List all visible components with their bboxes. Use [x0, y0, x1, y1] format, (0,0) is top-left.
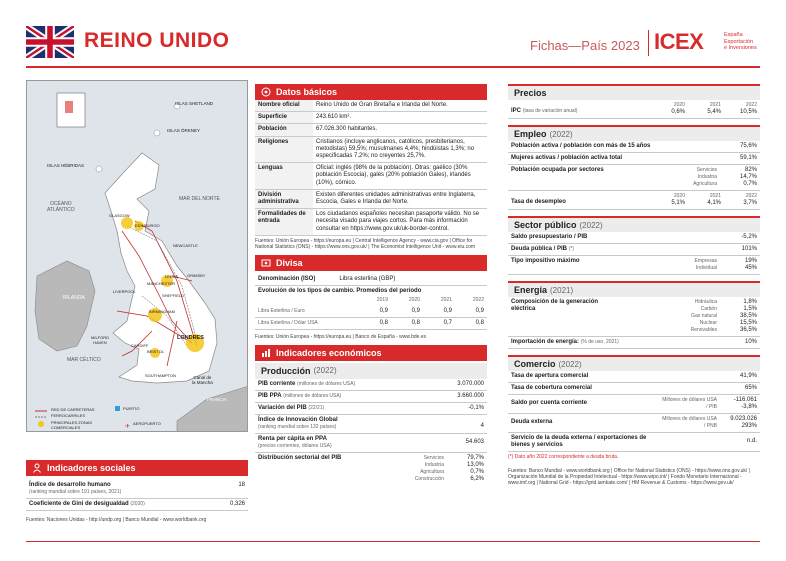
label-cardiff: CARDIFF	[131, 343, 149, 348]
label-ireland: IRLANDA	[63, 295, 85, 301]
info-icon	[261, 87, 271, 97]
label-liverpool: LIVERPOOL	[113, 289, 136, 294]
composicion-row: Composición de la generación eléctrica Hidráulica 1,8% Carbón 1,5% Gas natural 38,5% Nuclear 15,5% Renovables 36,5%	[508, 297, 760, 337]
energia-title: Energía (2021)	[508, 281, 760, 297]
var-pib-row: Variación del PIB (22/21) -0,1%	[255, 403, 487, 415]
social-title: Indicadores sociales	[26, 460, 248, 476]
mujeres-row: Mujeres activas / población activa total 59,1%	[508, 153, 760, 165]
label-ocean: OCÉANO ATLÁNTICO	[47, 201, 75, 213]
currency-icon	[261, 258, 271, 268]
exchange-row: Libra Esterlina / Euro 0,9 0,9 0,9 0,9	[255, 306, 487, 318]
precios-title: Precios	[508, 84, 760, 100]
uk-flag-icon	[26, 26, 74, 58]
label-orkney: ISLAS ÓRKNEY	[167, 128, 201, 133]
deuda-publica-row: Deuda pública / PIB (*) 101%	[508, 244, 760, 256]
ppa-row: PIB PPA (millones de dólares USA) 3.660.000	[255, 391, 487, 403]
label-london: LONDRES	[177, 335, 204, 341]
right-sources: Fuentes: Banco Mundial - www.worldbank.org | Office for National Statistics (ONS) - https://www.ons.gov.uk/ | Organización Mundial de la Propiedad Intelectual - https://www.wipo.int/ | Fondo Monetario Internacional - www.imf.org | National Grid - https://grid.iamkate.com/ | HM Revenue & Customs - https://www.gov.uk/	[508, 468, 750, 486]
basic-table	[255, 100, 487, 236]
exchange-row: Libra Esterlina / Dólar USA 0,8 0,8 0,7 0,8	[255, 318, 487, 330]
label-leeds: LEEDS	[165, 274, 179, 279]
basic-row: Formalidades de entrada Los ciudadanos españoles necesitan pasaporte válido. No se necesita visado para viajes cortos. Para más información consultar en https://www.gov.uk/uk-border-control.	[255, 209, 487, 236]
divisa-source: Fuentes: Unión Europea - https://europa.eu | Banco de España - www.bde.es	[255, 333, 427, 340]
map-graphic	[27, 81, 248, 432]
exchange-header: Evolución de los tipos de cambio. Promedios del periodo	[258, 287, 422, 294]
icex-subtitle: España Exportación e Inversiones	[724, 32, 757, 51]
label-glasgow: GLASGOW	[109, 213, 130, 218]
deuda-externa-row: Deuda externa Millones de dólares USA 9.023.026 / PNB 293%	[508, 414, 760, 433]
basic-row: División administrativa Existen diferentes unidades administrativas entre Inglaterra, Escocia, Gales e Irlanda del Norte.	[255, 189, 487, 208]
cuenta-corriente-row: Saldo por cuenta corriente Millones de dólares USA -116.061 / PIB -3,8%	[508, 395, 760, 414]
label-celtic-sea: MAR CÉLTICO	[67, 357, 101, 363]
basic-title: Datos básicos	[255, 84, 487, 100]
brand-divider	[648, 30, 649, 56]
comercio-title: Comercio (2022)	[508, 355, 760, 371]
right-column	[508, 84, 760, 486]
econ-title: Indicadores económicos	[255, 345, 487, 361]
importacion-row: Importación de energía: (% de uso, 2021) 10%	[508, 337, 760, 349]
basic-source: Fuentes: Unión Europea - https://europa.eu | Central Intelligence Agency - www.cia.gov | Office for National Statistics (ONS) - https://www.ons.gov.uk/ | The Economist Intelligence Unit - www.eiu.com	[255, 237, 476, 250]
header-rule	[26, 66, 760, 68]
bottom-rule	[26, 541, 760, 542]
publico-title: Sector público (2022)	[508, 216, 760, 232]
basic-row: Nombre oficial Reino Unido de Gran Bretaña e Irlanda del Norte.	[255, 100, 487, 112]
divisa-title: Divisa	[255, 255, 487, 271]
pib-row: PIB corriente (millones de dólares USA) 3.070.000	[255, 379, 487, 391]
denom-row: Denominación (ISO) Libra esterlina (GBP)	[255, 274, 487, 286]
basic-row: Superficie 243.610 km².	[255, 112, 487, 124]
renta-row: Renta per cápita en PPA (precios corrientes, dólares USA) 54.603	[255, 434, 487, 453]
legend-zones: PRINCIPALES ZONAS COMERCIALES	[51, 420, 93, 430]
label-bristol: BRISTOL	[147, 349, 165, 354]
legend-port: PUERTO	[123, 406, 140, 411]
basic-row: Población 67.026.300 habitantes.	[255, 124, 487, 136]
label-grimsby: GRIMSBY	[187, 273, 206, 278]
label-channel: Canal de la Mancha	[192, 375, 213, 385]
innov-row: Índice de Innovación Global (ranking mundial sobre 132 países) 4	[255, 415, 487, 434]
social-indicators	[26, 460, 248, 523]
social-source: Fuentes: Naciones Unidas - http://undp.org | Banco Mundial - www.worldbank.org	[26, 517, 207, 523]
basic-row: Religiones Cristianos (incluye anglicanos, católicos, presbiterianos, metodistas) 59,5%; musulmanes 4,4%; hindúistas 1,3%; no especificadas 7,2%; no creyentes 25,7%.	[255, 136, 487, 163]
label-hebrides: ISLAS HÉBRIDAS	[47, 163, 85, 168]
page-header	[0, 0, 786, 66]
basic-row: Lenguas Oficial: inglés (98% de la población). Otras: gaélico (30% población Escocia), galés (20% población Gales), irlandés (10%), córnico.	[255, 163, 487, 190]
icex-logo: ICEX	[654, 29, 704, 54]
saldo-row: Saldo presupuestario / PIB -5,2%	[508, 232, 760, 244]
empleo-title: Empleo (2022)	[508, 125, 760, 141]
label-france: FRANCIA	[207, 397, 227, 402]
country-title: REINO UNIDO	[84, 29, 230, 52]
bar-chart-icon	[261, 348, 271, 358]
legend-rail: FERROCARRILES	[51, 413, 86, 418]
legend-roads: RED DE CARRETERAS	[51, 407, 95, 412]
desempleo-row: Tasa de desempleo 2020 2021 2022 5,1% 4,1% 3,7%	[508, 191, 760, 210]
label-southampton: SOUTHAMPTON	[145, 373, 177, 378]
pob15-row: Población activa / población con más de 15 años 75,6%	[508, 141, 760, 153]
label-newcastle: NEWCASTLE	[173, 243, 198, 248]
label-sheffield: SHEFFIELD	[162, 293, 185, 298]
label-manchester: MANCHESTER	[147, 281, 176, 286]
exchange-years: 2019 2020 2021 2022	[376, 296, 484, 303]
servicio-deuda-row: Servicio de la deuda externa / exportaciones de bienes y servicios n.d.	[508, 433, 760, 452]
label-north-sea: MAR DEL NORTE	[179, 196, 220, 202]
produccion-title: Producción (2022)	[255, 363, 487, 379]
hdi-row: Índice de desarrollo humano (ranking mundial sobre 191 países, 2021) 18	[26, 480, 248, 499]
legend-airport: AEROPUERTO	[133, 421, 161, 426]
uk-map	[26, 80, 248, 432]
label-birmingham: BIRMINGHAM	[149, 309, 175, 314]
person-icon	[32, 463, 42, 473]
gini-row: Coeficiente de Gini de desigualdad (2020) 0,326	[26, 499, 248, 511]
label-milford: MILFORD HAVEN	[91, 335, 109, 345]
ipc-row: IPC (tasa de variación anual) 2020 2021 2022 0,6% 5,4% 10,5%	[508, 100, 760, 119]
comercio-footnote: (*) Dato año 2022 correspondiente a deuda bruta.	[508, 454, 619, 460]
sector-row: Distribución sectorial del PIB Servicios 79,7% Industria 13,0% Agricultura 0,7% Construcción 6,2%	[258, 454, 484, 482]
label-shetland: ISLAS SHETLAND	[175, 101, 214, 106]
tipo-row: Tipo impositivo máximo Empresas 19% Individual 45%	[508, 256, 760, 275]
label-edinburgh: EDIMBURGO	[135, 223, 160, 228]
middle-column	[255, 84, 487, 485]
fichas-label: Fichas—País 2023	[530, 38, 640, 53]
ocupada-row: Población ocupada por sectores Servicios 82% Industria 14,7% Agricultura 0,7%	[508, 165, 760, 191]
cobertura-row: Tasa de cobertura comercial 65%	[508, 383, 760, 395]
apertura-row: Tasa de apertura comercial 41,9%	[508, 371, 760, 383]
svg-text:✈: ✈	[125, 424, 131, 430]
